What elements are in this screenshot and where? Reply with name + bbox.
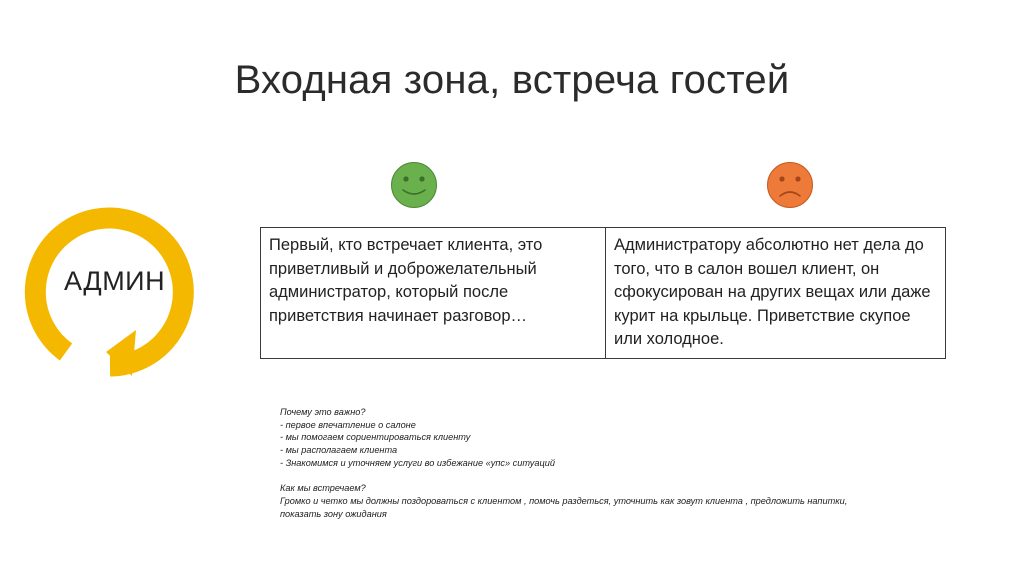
notes-point: - мы помогаем сориентироваться клиенту — [280, 432, 471, 443]
notes-question-why: Почему это важно? — [280, 407, 366, 417]
notes-block — [280, 406, 920, 520]
notes-question-how: Как мы встречаем? — [280, 483, 366, 494]
notes-answer-line: показать зону ожидания — [280, 508, 387, 519]
notes-point: - Знакомимся и уточняем услуги во избежание «упс» ситуаций — [280, 457, 555, 468]
admin-label: АДМИН — [64, 266, 166, 296]
good-greeting-cell: Первый, кто встречает клиента, это приветливый и доброжелательный администратор, который после приветствия начинает разговор… — [261, 228, 606, 359]
notes-point: - мы располагаем клиента — [280, 445, 398, 456]
notes-gap — [280, 470, 920, 483]
notes-answer-line: Громко и четко мы должны поздороваться с клиентом , помочь раздеться, уточнить как зовут клиента , предложить напитки, — [280, 495, 848, 506]
slide-title: Входная зона, встреча гостей — [234, 58, 790, 102]
notes-point: - первое впечатление о салоне — [280, 419, 416, 430]
sad-face-icon — [766, 161, 814, 209]
comparison-table — [260, 227, 946, 359]
table-row — [261, 228, 946, 359]
bad-greeting-cell: Администратору абсолютно нет дела до того, что в салон вошел клиент, он сфокусирован на других вещах или даже курит на крыльце. Приветствие скупое или холодное. — [606, 228, 946, 359]
happy-face-icon — [390, 161, 438, 209]
